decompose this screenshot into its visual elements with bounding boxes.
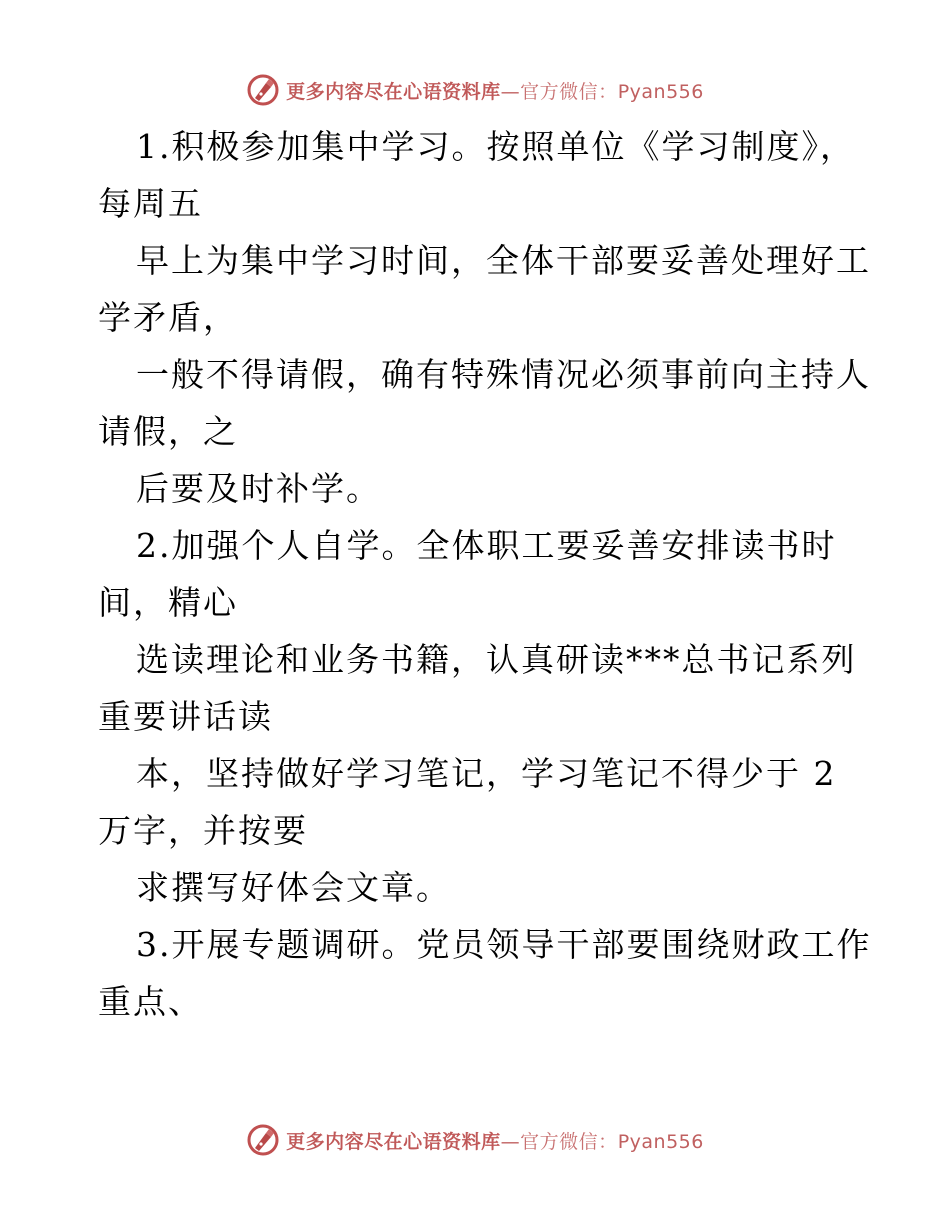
body-line-12: 本，坚持做好学习笔记，学习笔记不得少于 2: [136, 754, 837, 793]
body-line-7: 后要及时补学。: [136, 469, 381, 508]
pen-nib-circle-icon: [246, 1123, 280, 1157]
body-line-15: 3.开展专题调研。党员领导干部要围绕财政工作: [136, 925, 872, 964]
body-line-13: 万字，并按要: [98, 811, 308, 850]
body-line-6: 请假，之: [98, 412, 238, 451]
body-line-14: 求撰写好体会文章。: [136, 868, 451, 907]
watermark-official-label: 官方微信：: [520, 80, 618, 103]
body-line-2: 每周五: [98, 184, 203, 223]
footer-watermark: [0, 1120, 950, 1160]
body-line-9: 间，精心: [98, 583, 238, 622]
body-line-11: 重要讲话读: [98, 697, 273, 736]
body-line-8: 2.加强个人自学。全体职工要妥善安排读书时: [136, 526, 837, 565]
watermark-dash: —: [500, 80, 521, 103]
watermark-text: [286, 77, 704, 104]
body-line-3: 早上为集中学习时间，全体干部要妥善处理好工: [136, 241, 871, 280]
body-line-5: 一般不得请假，确有特殊情况必须事前向主持人: [136, 355, 871, 394]
watermark-dash: —: [500, 1130, 521, 1153]
watermark-brand: 更多内容尽在心语资料库: [286, 80, 501, 103]
body-line-16: 重点、: [98, 982, 203, 1021]
body-line-10: 选读理论和业务书籍，认真研读***总书记系列: [136, 640, 857, 679]
body-line-1: 1.积极参加集中学习。按照单位《学习制度》，: [136, 127, 855, 166]
watermark-brand: 更多内容尽在心语资料库: [286, 1130, 501, 1153]
pen-nib-circle-icon: [246, 73, 280, 107]
watermark-text: [286, 1127, 704, 1154]
watermark-wechat-id: Pyan556: [617, 80, 704, 103]
document-body: [98, 118, 872, 1030]
body-line-4: 学矛盾，: [98, 298, 238, 337]
watermark-wechat-id: Pyan556: [617, 1130, 704, 1153]
watermark-official-label: 官方微信：: [520, 1130, 618, 1153]
header-watermark: [0, 70, 950, 110]
